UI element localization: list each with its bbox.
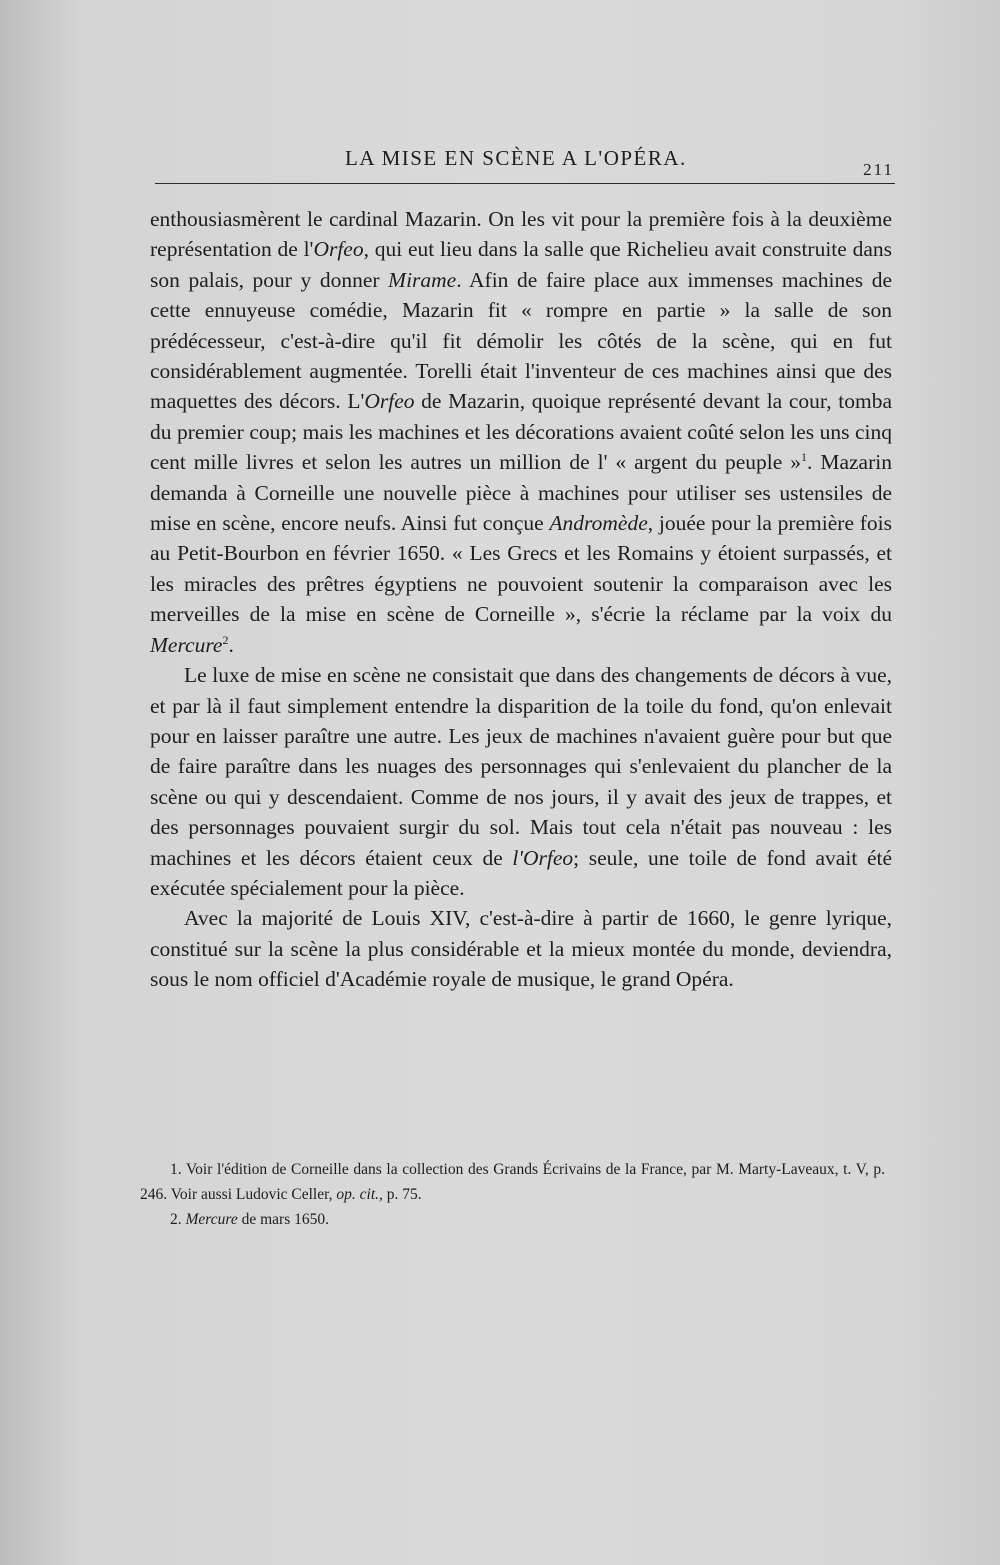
paragraph-1 bbox=[150, 204, 892, 660]
italic-title: Mercure bbox=[150, 632, 223, 657]
page-header bbox=[150, 146, 900, 186]
footnote-ref-2: 2 bbox=[222, 632, 229, 647]
text-run: de Mazarin, quoique représenté devant la cour, tomba du premier coup; mais les machines et les décorations avaient coûté selon les uns cinq cent mille livres et selon les autres un million de l' « argent du peuple » bbox=[150, 389, 892, 475]
text-run: ; seule, une toile de fond avait été exécutée spécialement pour la pièce. bbox=[150, 845, 893, 900]
page-number: 211 bbox=[863, 160, 894, 179]
italic-title: l'Orfeo bbox=[512, 845, 574, 870]
text-run: Le luxe de mise en scène ne consistait que dans des changements de décors à vue, et par là il faut simplement entendre la disparition de la toile du fond, qu'on enlevait pour en laisser paraître une autre. Les jeux de machines n'avaient guère pour but que de faire paraître dans les nuages des personnages qui s'enlevaient du plancher de la scène ou qui y descendaient. Comme de nos jours, il y avait des jeux de trappes, et des personnages pouvaient surgir du sol. Mais tout cela n'était pas nouveau : les machines et les décors étaient ceux de bbox=[150, 663, 892, 870]
body-text bbox=[150, 204, 892, 995]
text-run: , jouée pour la première fois au Petit-Bourbon en février 1650. « Les Grecs et les Romains y étoient surpassés, et les miracles des prêtres égyptiens ne pouvoient soutenir la comparaison avec les merveilles de la mise en scène de Corneille », s'écrie la réclame par la voix du bbox=[150, 511, 892, 627]
text-run: enthousiasmèrent le cardinal Mazarin. On les vit pour la première fois à la deuxième représentation de bbox=[150, 207, 892, 262]
italic-title: Orfeo bbox=[313, 237, 364, 262]
italic-title: Andromède bbox=[549, 511, 648, 536]
text-run: 2. bbox=[170, 1211, 186, 1228]
text-run: . Afin de faire place aux immenses machines de cette ennuyeuse comédie, Mazarin fit « rompre en partie » la salle de son prédécesseur, c'est-à-dire qu'il fit démolir les côtés de la scène, qui en fut considérablement augmentée. Torelli était l'inventeur de ces machines ainsi que des maquettes des décors. bbox=[150, 267, 892, 414]
footnotes bbox=[140, 1157, 885, 1232]
footnote-ref-1: 1 bbox=[801, 450, 807, 465]
text-run: , qui eut lieu dans la salle que Richelieu avait construite dans son palais, pour y donner bbox=[150, 237, 892, 292]
text-run: . Mazarin demanda à Corneille une nouvelle pièce à machines pour utiliser ses ustensiles de mise en scène, encore neufs. Ainsi fut conçue bbox=[150, 450, 892, 536]
header-rule bbox=[155, 183, 895, 184]
paragraph-3: Avec la majorité de Louis XIV, c'est-à-dire à partir de 1660, le genre lyrique, constitué sur la scène la plus considérable et la mieux montée du monde, deviendra, sous le nom officiel d'Académie royale de musique, le grand Opéra. bbox=[150, 906, 892, 992]
text-run: l' bbox=[303, 237, 314, 262]
italic-title: Mirame bbox=[388, 267, 457, 292]
paragraph-2 bbox=[150, 660, 892, 903]
footnote-1 bbox=[140, 1157, 885, 1207]
italic-title: Mercure bbox=[185, 1211, 238, 1228]
text-run: 1. Voir l'édition de Corneille dans la collection des Grands Écrivains de la France, par M. Marty-Laveaux, t. V, p. 246. Voir aussi Ludovic Celler, bbox=[140, 1161, 885, 1203]
running-title: LA MISE EN SCÈNE A L'OPÉRA. bbox=[345, 146, 687, 170]
footnote-2 bbox=[140, 1207, 885, 1232]
italic-title: Orfeo bbox=[364, 389, 415, 414]
text-run: . bbox=[228, 632, 234, 657]
text-run: de mars 1650. bbox=[237, 1211, 329, 1228]
text-run: , p. 75. bbox=[379, 1186, 422, 1203]
text-run: L' bbox=[347, 389, 365, 414]
italic-ref: op. cit. bbox=[336, 1186, 380, 1203]
